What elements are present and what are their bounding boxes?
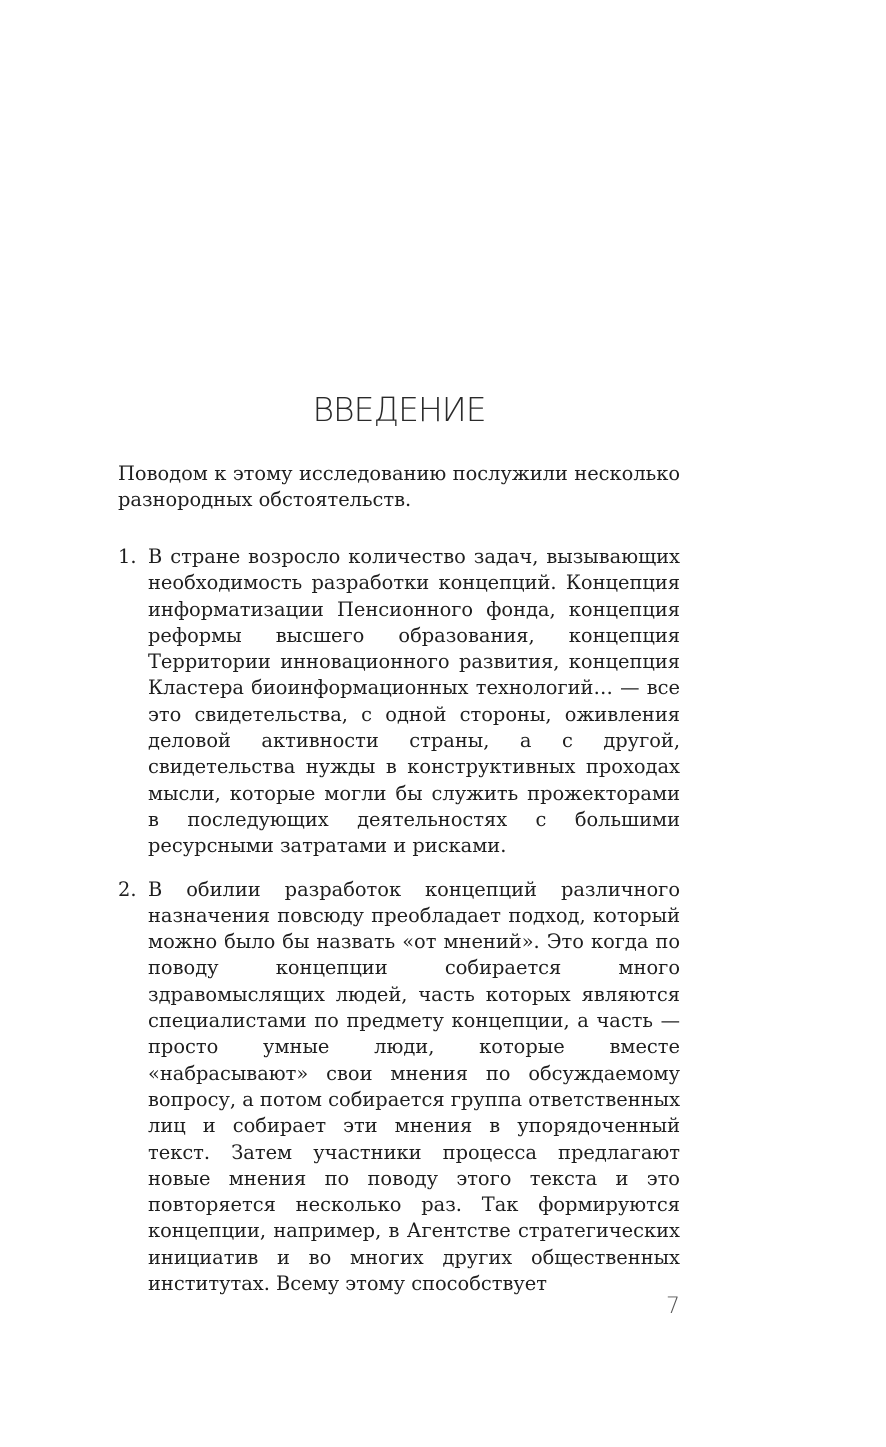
intro-paragraph: Поводом к этому исследованию послужили несколько разнородных обстоятельств. bbox=[118, 462, 680, 512]
list-item-text: В стране возросло количество задач, вызывающих необходимость разработки концепций. Концепция информатизации Пенсионного фонда, концепция реформы высшего образования, концепция Территории инновационного развития, концепция Кластера биоинформационных технологий… — все это свидетельства, с одной стороны, оживления деловой активности страны, а с другой, свидетельства нужды в конструктивных проходах мысли, которые могли бы служить прожекторами в последующих деятельностях с большими ресурсными затратами и рисками. bbox=[148, 545, 680, 858]
chapter-title: ВВЕДЕНИЕ bbox=[312, 390, 486, 429]
list-item-number: 1. bbox=[118, 545, 137, 568]
page-number: 7 bbox=[666, 1294, 680, 1319]
list-item bbox=[118, 877, 680, 1298]
list-item-text: В обилии разработок концепций различного назначения повсюду преобладает подход, который можно было бы назвать «от мнений». Это когда по поводу концепции собирается много здравомыслящих людей, часть которых являются специалистами по предмету концепции, а часть — просто умные люди, которые вместе «набрасывают» свои мнения по обсуждаемому вопросу, а потом собирается группа ответственных лиц и собирает эти мнения в упорядоченный текст. Затем участники процесса предлагают новые мнения по поводу этого текста и это повторяется несколько раз. Так формируются концепции, например, в Агентстве стратегических инициатив и во многих других общественных институтах. Всему этому способствует bbox=[148, 877, 681, 1296]
numbered-list bbox=[118, 544, 680, 1314]
list-item bbox=[118, 544, 680, 860]
list-item-number: 2. bbox=[118, 877, 137, 901]
